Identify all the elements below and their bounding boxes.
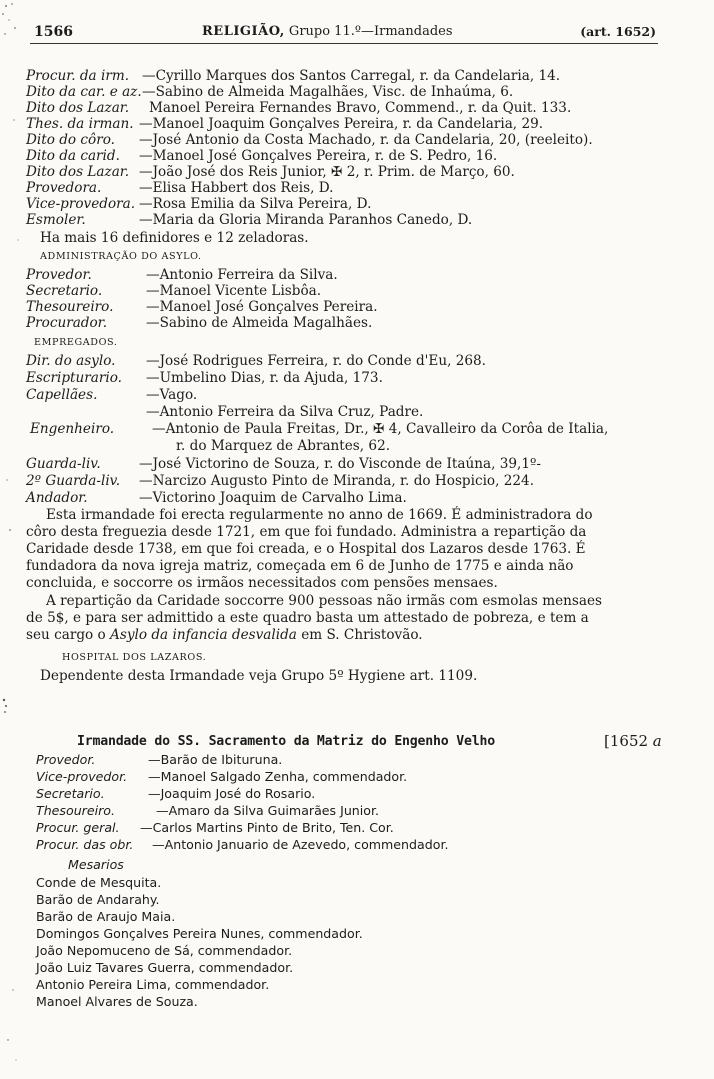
mesarios-heading: Mesarios [68, 857, 124, 872]
officer-text: —José Antonio da Costa Machado, r. da Candelaria, 20, (reeleito). [139, 132, 593, 148]
section2-article-no: [1652 [604, 732, 653, 750]
empregado-text: —Narcizo Augusto Pinto de Miranda, r. do Hospicio, 224. [139, 473, 535, 489]
paragraph1-line: Caridade desde 1738, em que foi creada, e o Hospital dos Lazaros desde 1763. É [26, 541, 586, 557]
sacramento-text: —Carlos Martins Pinto de Brito, Ten. Cor. [140, 820, 394, 835]
asylo-label: Provedor. [26, 267, 92, 283]
paragraph2-line: A repartição da Caridade soccorre 900 pessoas não irmãs com esmolas mensaes [46, 593, 603, 609]
section2-article-letter: a [652, 732, 662, 750]
sacramento-text: —Antonio Januario de Azevedo, commendador. [152, 837, 449, 852]
header-rule [30, 43, 658, 44]
mesario-item: Antonio Pereira Lima, commendador. [36, 977, 270, 992]
scan-edge-specks [0, 0, 22, 1079]
officer-text: Manoel Pereira Fernandes Bravo, Commend., r. da Quit. 133. [149, 100, 572, 116]
paragraph2-line [26, 627, 423, 643]
empregado-text: —Vago. [146, 387, 198, 403]
sacramento-label: Provedor. [36, 752, 96, 767]
empregado-label: Andador. [26, 490, 88, 506]
officer-label: Esmoler. [26, 212, 86, 228]
paragraph1-line: Esta irmandade foi erecta regularmente no anno de 1669. É administradora do [46, 507, 593, 523]
sacramento-label: Procur. das obr. [36, 837, 134, 852]
empregado-text: —Umbelino Dias, r. da Ajuda, 173. [146, 370, 383, 386]
mesario-item: João Nepomuceno de Sá, commendador. [36, 943, 293, 958]
asylo-label: Thesoureiro. [26, 299, 114, 315]
sacramento-text: —Barão de Ibituruna. [148, 752, 283, 767]
empregado-text: —Antonio de Paula Freitas, Dr., ✠ 4, Cavalleiro da Corôa de Italia, [152, 421, 609, 437]
paragraph2-pre: seu cargo o [26, 627, 111, 643]
paragraph1-line: fundadora da nova igreja matriz, começada em 6 de Junho de 1775 e ainda não [26, 558, 574, 574]
mesario-item: João Luiz Tavares Guerra, commendador. [36, 960, 294, 975]
officer-text: —Maria da Gloria Miranda Paranhos Canedo, D. [139, 212, 473, 228]
mesario-item: Barão de Andarahy. [36, 892, 160, 907]
empregados-heading: EMPREGADOS. [34, 337, 118, 348]
hospital-heading: HOSPITAL DOS LAZAROS. [62, 652, 207, 663]
sacramento-label: Thesoureiro. [36, 803, 115, 818]
officer-label: Vice-provedora. [26, 196, 136, 212]
asylo-text: —Manoel Vicente Lisbôa. [146, 283, 322, 299]
officer-label: Dito do côro. [26, 132, 115, 148]
sacramento-text: —Amaro da Silva Guimarães Junior. [156, 803, 380, 818]
asylo-text: —Sabino de Almeida Magalhães. [146, 315, 373, 331]
header-title-rest: Grupo 11.º—Irmandades [284, 24, 453, 39]
paragraph2-post: em S. Christovão. [296, 627, 423, 643]
definidores-note: Ha mais 16 definidores e 12 zeladoras. [40, 230, 309, 246]
officer-text: —Cyrillo Marques dos Santos Carregal, r. da Candelaria, 14. [142, 68, 561, 84]
empregado-label: Dir. do asylo. [26, 353, 116, 369]
paragraph2-line: de 5$, e para ser admittido a este quadro basta um attestado de pobreza, e tem a [26, 610, 589, 626]
officer-label: Thes. da irman. [26, 116, 134, 132]
running-header [34, 24, 656, 42]
header-title-bold: RELIGIÃO, [202, 24, 285, 39]
asylo-text: —Antonio Ferreira da Silva. [146, 267, 338, 283]
officer-text: —Manoel Joaquim Gonçalves Pereira, r. da Candelaria, 29. [139, 116, 544, 132]
officer-label: Procur. da irm. [26, 68, 130, 84]
sacramento-label: Vice-provedor. [36, 769, 128, 784]
paragraph1-line: côro desta freguezia desde 1721, em que foi fundado. Administra a repartição da [26, 524, 587, 540]
asylo-text: —Manoel José Gonçalves Pereira. [146, 299, 378, 315]
officer-label: Dito dos Lazar. [26, 100, 130, 116]
mesario-item: Barão de Araujo Maia. [36, 909, 176, 924]
empregado-text: —Antonio Ferreira da Silva Cruz, Padre. [146, 404, 424, 420]
header-article: (art. 1652) [580, 24, 656, 39]
empregado-label: Engenheiro. [30, 421, 115, 437]
sacramento-text: —Joaquim José do Rosario. [148, 786, 316, 801]
officer-label: Dito da car. e az. [26, 84, 142, 100]
officer-label: Provedora. [26, 180, 102, 196]
asylo-label: Procurador. [26, 315, 108, 331]
sacramento-label: Secretario. [36, 786, 105, 801]
officer-label: Dito da carid. [26, 148, 120, 164]
hospital-text: Dependente desta Irmandade veja Grupo 5º Hygiene art. 1109. [40, 668, 478, 684]
officer-text: —João José dos Reis Junior, ✠ 2, r. Prim. de Março, 60. [139, 164, 515, 180]
section2-article [604, 732, 662, 750]
empregado-label: Escripturario. [26, 370, 122, 386]
officer-text: —Elisa Habbert dos Reis, D. [139, 180, 334, 196]
officer-text: —Sabino de Almeida Magalhães, Visc. de Inhaúma, 6. [142, 84, 514, 100]
sacramento-text: —Manoel Salgado Zenha, commendador. [148, 769, 408, 784]
asylo-name: Asylo da infancia desvalida [110, 627, 297, 643]
empregado-label: Capellães. [26, 387, 98, 403]
mesario-item: Manoel Alvares de Souza. [36, 994, 198, 1009]
mesario-item: Domingos Gonçalves Pereira Nunes, commendador. [36, 926, 363, 941]
empregado-text: —Victorino Joaquim de Carvalho Lima. [139, 490, 407, 506]
empregado-text: —José Rodrigues Ferreira, r. do Conde d'Eu, 268. [146, 353, 486, 369]
officer-text: —Rosa Emilia da Silva Pereira, D. [139, 196, 372, 212]
mesario-item: Conde de Mesquita. [36, 875, 162, 890]
officer-label: Dito dos Lazar. [26, 164, 130, 180]
header-title [202, 24, 453, 39]
empregado-text: —José Victorino de Souza, r. do Visconde de Itaúna, 39,1º- [139, 456, 541, 472]
empregado-text: r. do Marquez de Abrantes, 62. [176, 438, 391, 454]
asylo-heading: ADMINISTRAÇÃO DO ASYLO. [40, 251, 202, 262]
officer-text: —Manoel José Gonçalves Pereira, r. de S. Pedro, 16. [139, 148, 498, 164]
asylo-label: Secretario. [26, 283, 103, 299]
page-number: 1566 [34, 24, 73, 40]
sacramento-label: Procur. geral. [36, 820, 120, 835]
paragraph1-line: concluida, e soccorre os irmãos necessitados com pensões mensaes. [26, 575, 498, 591]
empregado-label: Guarda-liv. [26, 456, 101, 472]
section2-title: Irmandade do SS. Sacramento da Matriz do Engenho Velho [77, 734, 495, 749]
empregado-label: 2º Guarda-liv. [26, 473, 121, 489]
